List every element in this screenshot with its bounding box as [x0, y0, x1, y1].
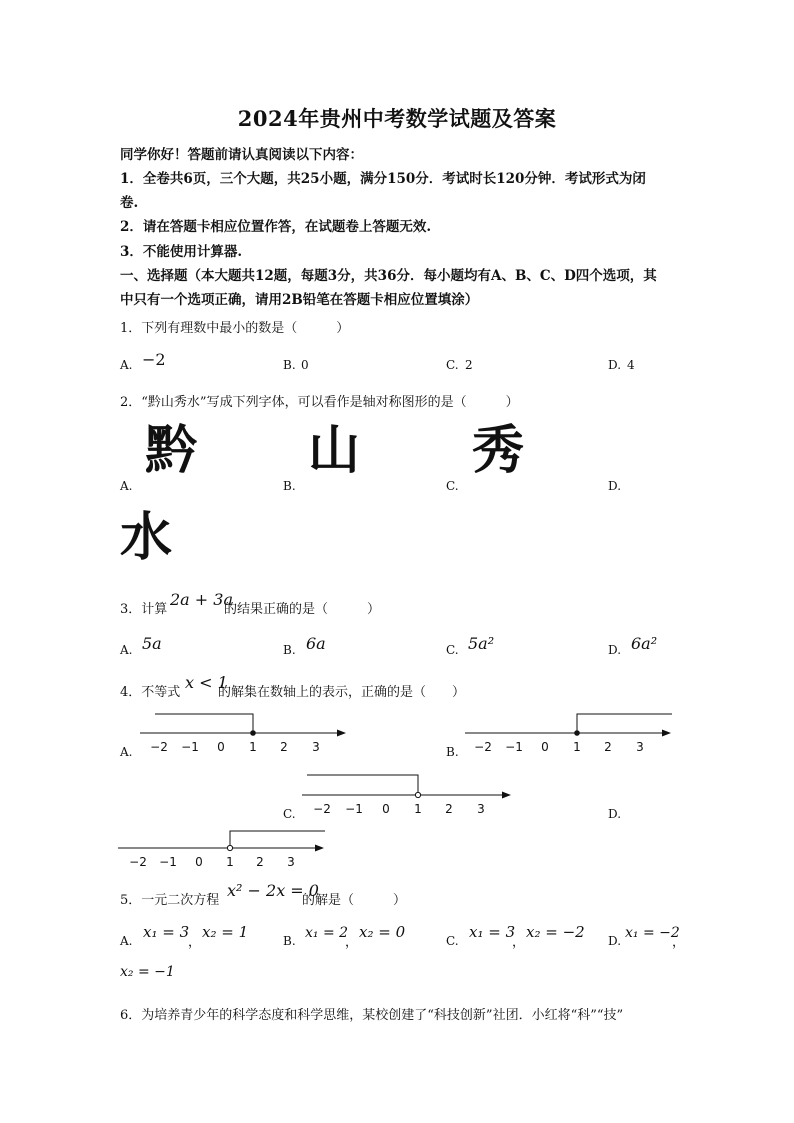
q5-stem-pre: 5．一元二次方程: [120, 893, 220, 908]
q2-glyph-a: 黔: [145, 421, 198, 481]
q4-number-line-d: [118, 822, 333, 872]
q2-glyph-b: 山: [308, 421, 361, 481]
q1-label-a: A.: [120, 358, 133, 372]
tick-label: 0: [217, 740, 225, 754]
q4-stem-post: 的解集在数轴上的表示，正确的是（ ）: [218, 685, 466, 700]
q2-label-a: A.: [120, 479, 133, 493]
tick-label: −1: [505, 740, 523, 754]
q3-expression: 2a + 3a: [170, 590, 234, 609]
tick-label: −1: [181, 740, 199, 754]
tick-label: −2: [474, 740, 492, 754]
q5-separator: ，: [188, 935, 202, 950]
q5-a-root-2: x₂ = 1: [202, 923, 249, 941]
q3-stem-pre: 3．计算: [120, 602, 168, 617]
q5-b-root-1: x₁ = 2: [305, 925, 349, 941]
tick-label: 3: [312, 740, 320, 754]
q4-stem-pre: 4．不等式: [120, 685, 181, 700]
q5-c-root-1: x₁ = 3: [469, 923, 516, 941]
q3-stem-post: 的结果正确的是（ ）: [224, 602, 381, 617]
q5-label-c: C.: [446, 934, 459, 948]
tick-label: 0: [382, 802, 390, 816]
tick-label: 2: [256, 855, 264, 869]
q1-stem: 1．下列有理数中最小的数是（ ）: [120, 321, 350, 336]
q3-label-b: B.: [283, 643, 296, 657]
q4-number-line-a: [140, 705, 355, 755]
tick-label: −2: [129, 855, 147, 869]
q5-d-root-2: x₂ = −1: [120, 964, 175, 980]
tick-label: 3: [636, 740, 644, 754]
q3-value-a: 5a: [142, 634, 162, 653]
q5-label-d: D.: [608, 934, 622, 948]
q2-label-b: B.: [283, 479, 296, 493]
intro-item-2: 2．请在答题卡相应位置作答，在试题卷上答题无效.: [120, 219, 432, 235]
tick-label: 2: [280, 740, 288, 754]
intro-item-1-cont: 卷.: [120, 195, 139, 211]
q4-expression: x < 1: [185, 673, 228, 692]
q2-glyph-d: 水: [120, 508, 173, 568]
q1-value-a: −2: [142, 350, 166, 369]
intro-greeting: 同学你好！答题前请认真阅读以下内容：: [120, 147, 363, 163]
q5-stem-post: 的解是（ ）: [302, 893, 407, 908]
q1-value-c: 2: [465, 358, 473, 372]
tick-label: 1: [226, 855, 234, 869]
q4-label-c: C.: [283, 807, 296, 821]
q4-label-a: A.: [120, 745, 133, 759]
tick-label: −2: [313, 802, 331, 816]
q2-glyph-c: 秀: [472, 421, 525, 481]
tick-label: 3: [477, 802, 485, 816]
q3-label-a: A.: [120, 643, 133, 657]
q6-stem: 6．为培养青少年的科学态度和科学思维，某校创建了“科技创新”社团．小红将“科”“技”: [120, 1008, 624, 1023]
q3-value-b: 6a: [306, 634, 326, 653]
q3-value-d: 6a²: [631, 634, 658, 653]
q5-expression: x² − 2x = 0: [227, 881, 319, 900]
q4-number-line-c: [302, 767, 517, 817]
q2-stem: 2．“黔山秀水”写成下列字体，可以看作是轴对称图形的是（ ）: [120, 395, 519, 410]
q3-label-c: C.: [446, 643, 459, 657]
tick-label: −2: [150, 740, 168, 754]
q5-label-a: A.: [120, 934, 133, 948]
q1-label-b: B.: [283, 358, 296, 372]
tick-label: 0: [541, 740, 549, 754]
tick-label: 3: [287, 855, 295, 869]
tick-label: 2: [604, 740, 612, 754]
q3-value-c: 5a²: [468, 634, 495, 653]
q1-value-d: 4: [627, 358, 635, 372]
tick-label: −1: [159, 855, 177, 869]
tick-label: 2: [445, 802, 453, 816]
q4-number-line-b: [465, 705, 680, 755]
tick-label: 1: [414, 802, 422, 816]
q1-value-b: 0: [301, 358, 309, 372]
q1-label-c: C.: [446, 358, 459, 372]
section-heading-cont: 中只有一个选项正确，请用2B铅笔在答题卡相应位置填涂）: [120, 292, 479, 308]
tick-label: 1: [249, 740, 257, 754]
q4-label-d: D.: [608, 807, 622, 821]
q1-label-d: D.: [608, 358, 622, 372]
intro-item-1: 1．全卷共6页，三个大题，共25小题，满分150分．考试时长120分钟．考试形式为闭: [120, 171, 646, 187]
q5-d-root-1: x₁ = −2: [625, 925, 680, 941]
q5-a-root-1: x₁ = 3: [143, 923, 190, 941]
q5-c-root-2: x₂ = −2: [526, 923, 585, 941]
tick-label: 0: [195, 855, 203, 869]
q5-separator: ，: [345, 935, 359, 950]
tick-label: −1: [345, 802, 363, 816]
q2-label-d: D.: [608, 479, 622, 493]
q5-separator: ，: [512, 935, 526, 950]
q4-label-b: B.: [446, 745, 459, 759]
tick-label: 1: [573, 740, 581, 754]
q5-label-b: B.: [283, 934, 296, 948]
q3-label-d: D.: [608, 643, 622, 657]
section-heading: 一、选择题（本大题共12题，每题3分，共36分．每小题均有A、B、C、D四个选项，其: [120, 268, 657, 284]
q2-label-c: C.: [446, 479, 459, 493]
intro-item-3: 3．不能使用计算器.: [120, 244, 243, 260]
q5-separator: ，: [672, 935, 686, 950]
q5-b-root-2: x₂ = 0: [359, 923, 406, 941]
page-title: 2024年贵州中考数学试题及答案: [237, 106, 557, 131]
